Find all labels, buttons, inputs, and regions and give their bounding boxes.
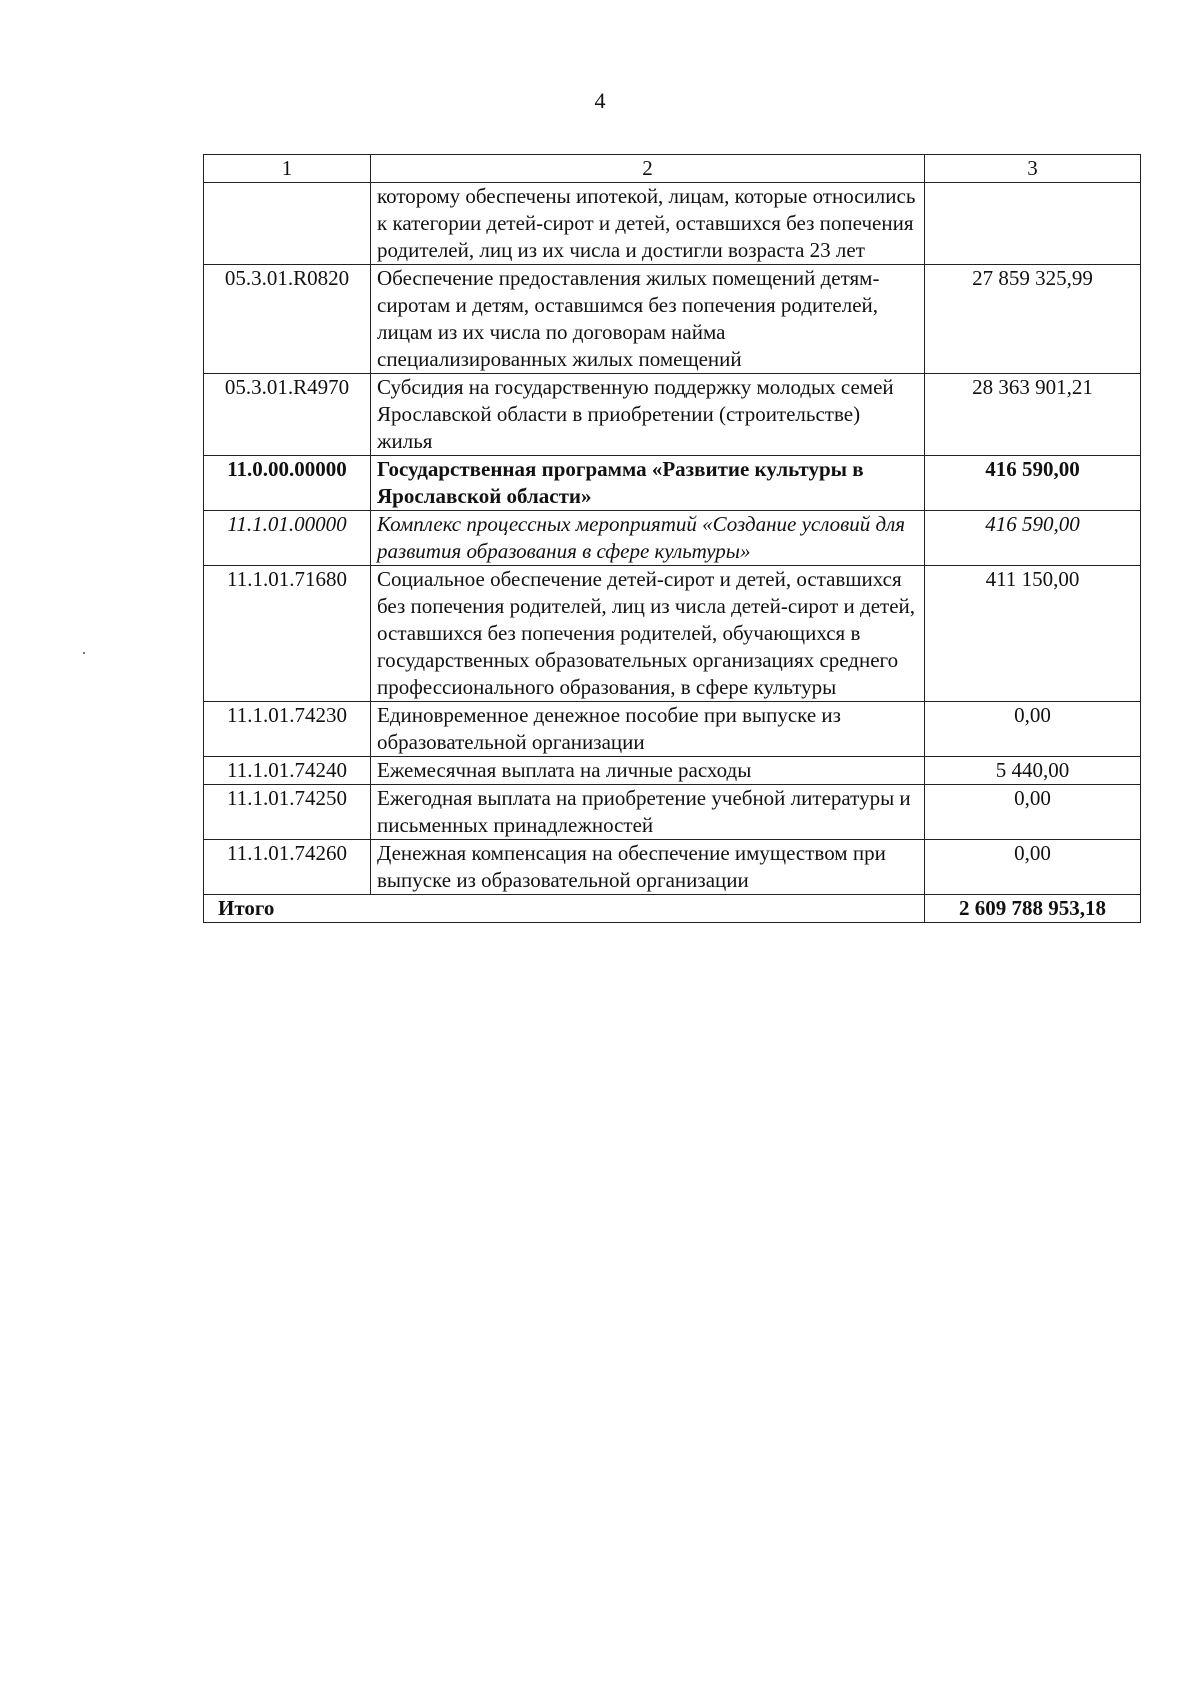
row-code: 11.0.00.00000 <box>204 456 371 511</box>
row-amount: 5 440,00 <box>925 757 1141 785</box>
row-name: Ежегодная выплата на приобретение учебной литературы и письменных принадлежностей <box>371 785 925 840</box>
row-name: Обеспечение предоставления жилых помещений детям-сиротам и детям, оставшимся без попечения родителей, лицам из их числа по договорам найма специализированных жилых помещений <box>371 265 925 374</box>
row-name: Ежемесячная выплата на личные расходы <box>371 757 925 785</box>
row-name: Социальное обеспечение детей-сирот и детей, оставшихся без попечения родителей, лиц из числа детей-сирот и детей, оставшихся без попечения родителей, обучающихся в государственных образовательных организациях среднего профессионального образования, в сфере культуры <box>371 566 925 702</box>
total-label: Итого <box>204 895 925 923</box>
table-row-subprogram <box>204 511 1141 566</box>
row-code: 11.1.01.74240 <box>204 757 371 785</box>
table-row <box>204 265 1141 374</box>
table-row <box>204 566 1141 702</box>
column-header-1: 1 <box>204 155 371 183</box>
table-row <box>204 374 1141 456</box>
table-row <box>204 702 1141 757</box>
budget-table <box>203 154 1141 923</box>
table-total-row <box>204 895 1141 923</box>
row-amount: 416 590,00 <box>925 456 1141 511</box>
scan-speck <box>83 652 85 654</box>
table-row <box>204 757 1141 785</box>
row-name: Комплекс процессных мероприятий «Создание условий для развития образования в сфере культуры» <box>371 511 925 566</box>
column-header-2: 2 <box>371 155 925 183</box>
row-amount <box>925 183 1141 265</box>
row-name: Единовременное денежное пособие при выпуске из образовательной организации <box>371 702 925 757</box>
column-header-3: 3 <box>925 155 1141 183</box>
row-name: Денежная компенсация на обеспечение имуществом при выпуске из образовательной организации <box>371 840 925 895</box>
row-name: которому обеспечены ипотекой, лицам, которые относились к категории детей-сирот и детей, оставшихся без попечения родителей, лиц из их числа и достигли возраста 23 лет <box>371 183 925 265</box>
row-amount: 28 363 901,21 <box>925 374 1141 456</box>
row-code <box>204 183 371 265</box>
row-amount: 416 590,00 <box>925 511 1141 566</box>
row-code: 11.1.01.00000 <box>204 511 371 566</box>
row-amount: 0,00 <box>925 840 1141 895</box>
row-amount: 0,00 <box>925 702 1141 757</box>
row-code: 05.3.01.R4970 <box>204 374 371 456</box>
row-code: 05.3.01.R0820 <box>204 265 371 374</box>
table-row <box>204 840 1141 895</box>
row-code: 11.1.01.74230 <box>204 702 371 757</box>
row-amount: 27 859 325,99 <box>925 265 1141 374</box>
row-amount: 0,00 <box>925 785 1141 840</box>
page-number: 4 <box>594 88 606 113</box>
row-name: Субсидия на государственную поддержку молодых семей Ярославской области в приобретении (строительстве) жилья <box>371 374 925 456</box>
table-header-row <box>204 155 1141 183</box>
row-code: 11.1.01.74250 <box>204 785 371 840</box>
table-row <box>204 183 1141 265</box>
table-row <box>204 785 1141 840</box>
row-code: 11.1.01.74260 <box>204 840 371 895</box>
row-amount: 411 150,00 <box>925 566 1141 702</box>
row-code: 11.1.01.71680 <box>204 566 371 702</box>
total-amount: 2 609 788 953,18 <box>925 895 1141 923</box>
row-name: Государственная программа «Развитие культуры в Ярославской области» <box>371 456 925 511</box>
table-row-program <box>204 456 1141 511</box>
